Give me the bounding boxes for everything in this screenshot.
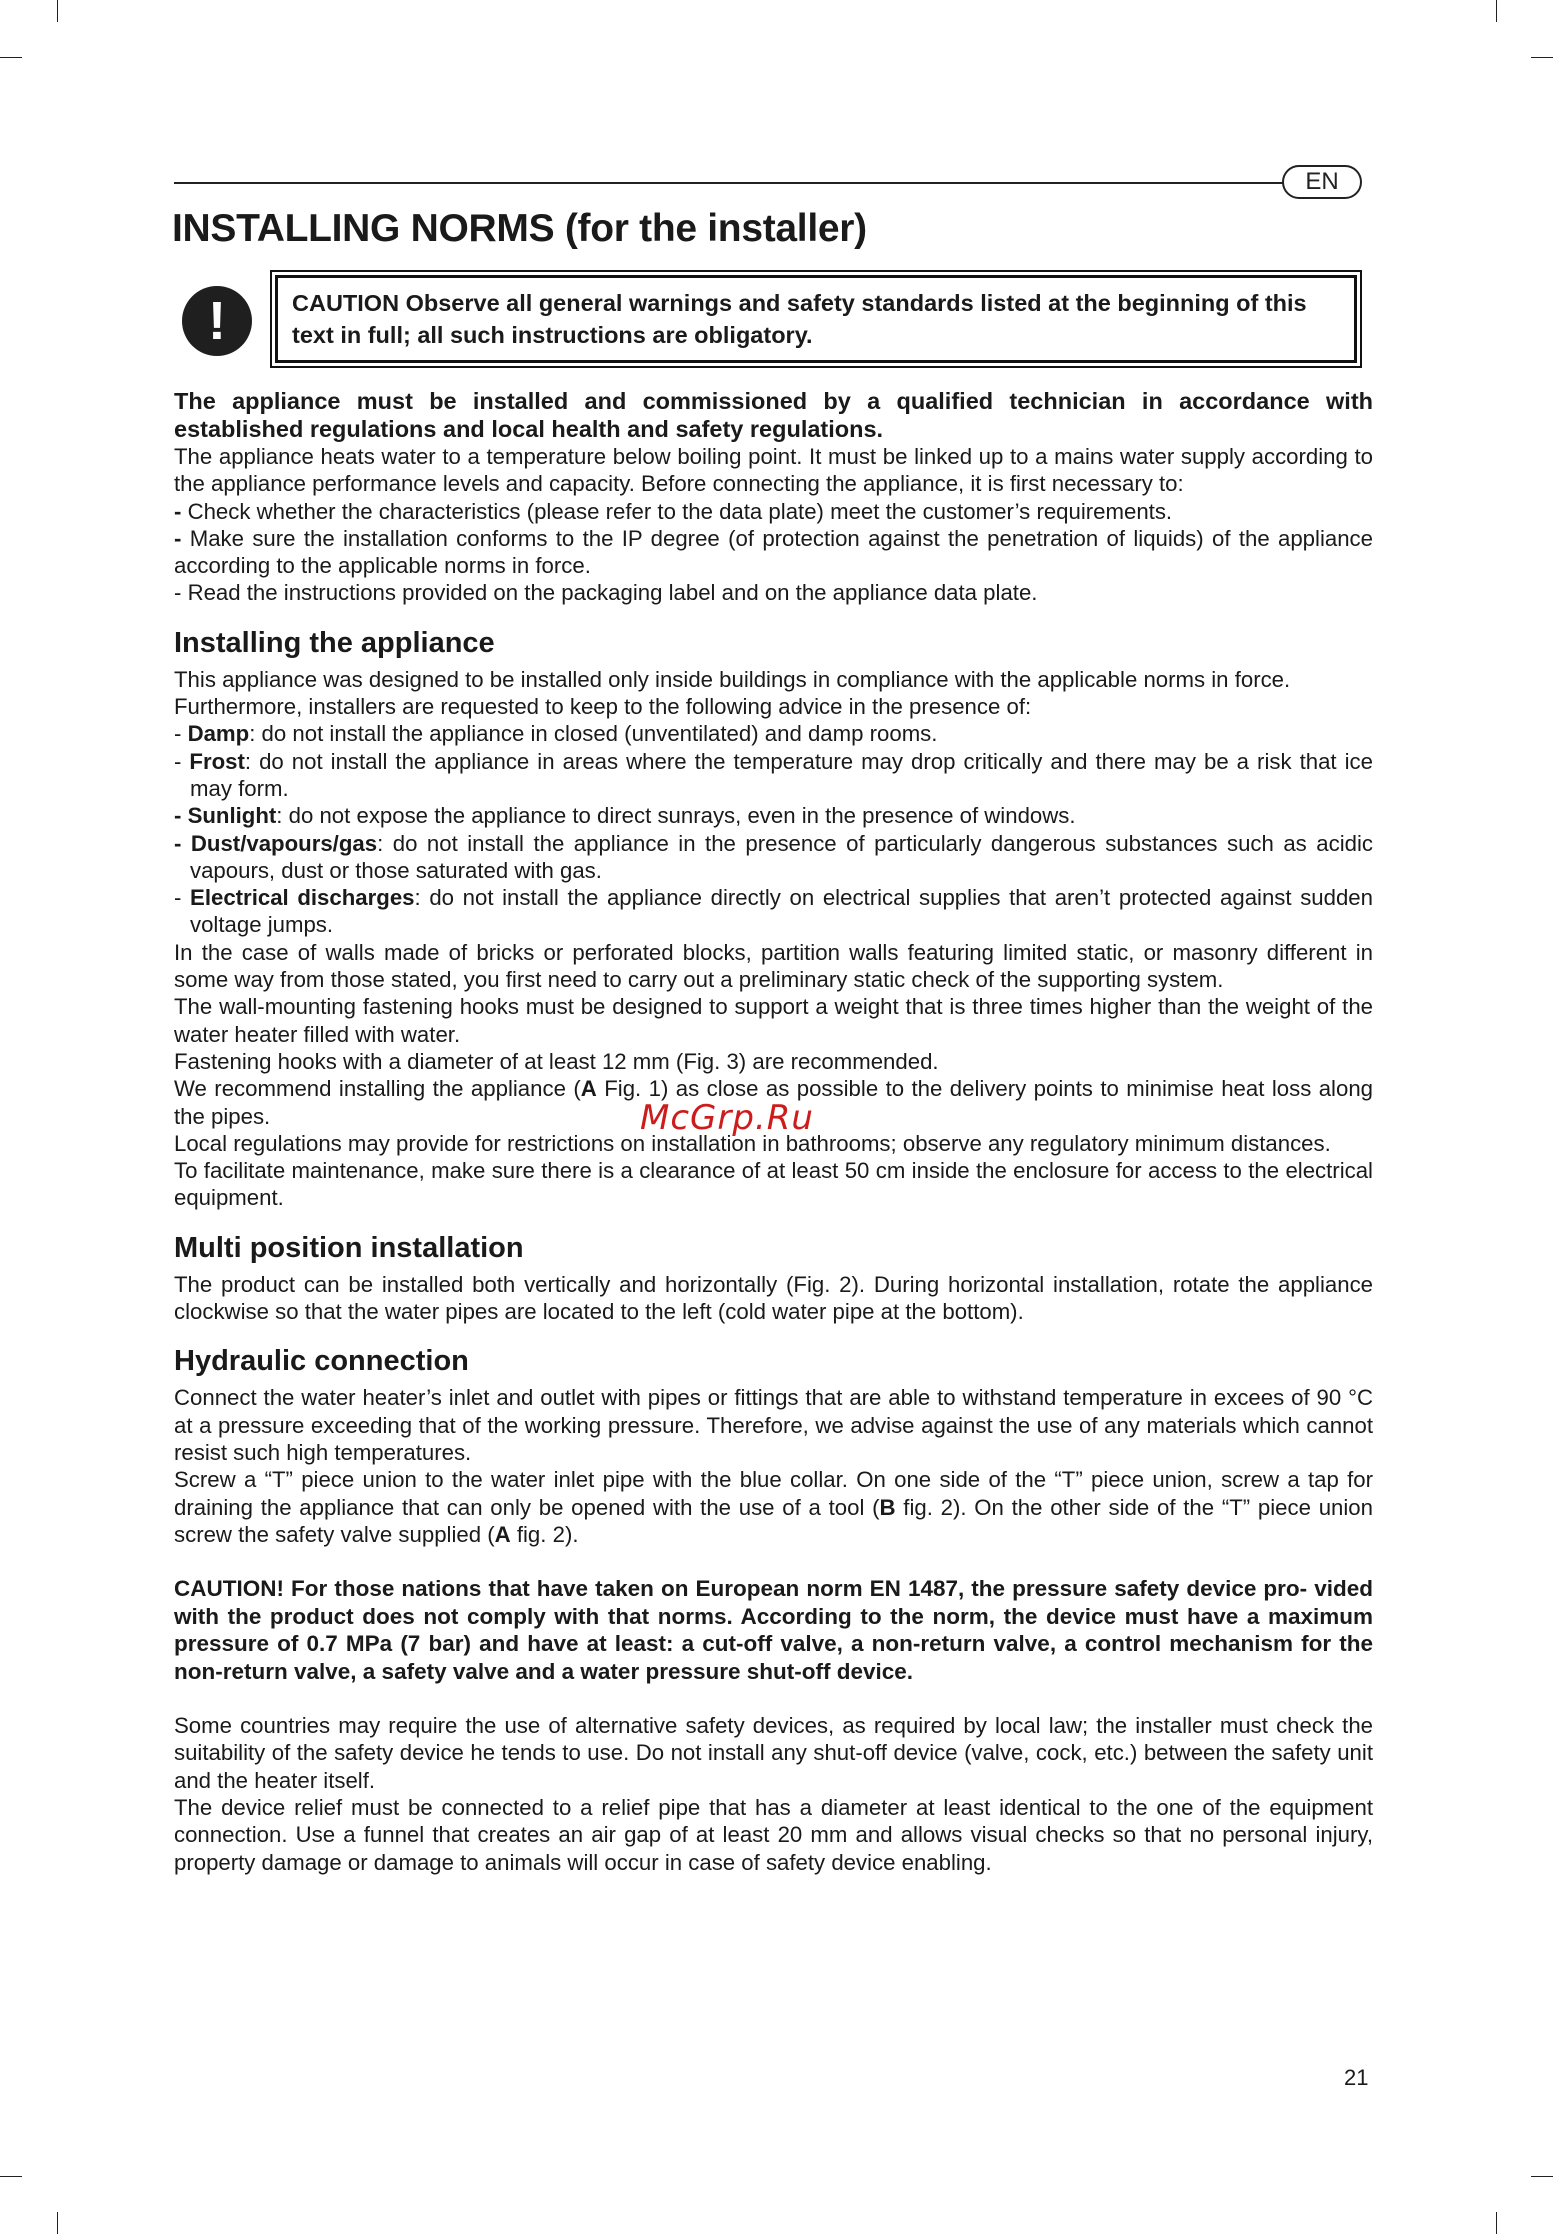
- crop-mark: [1496, 2212, 1497, 2234]
- header-rule: [174, 182, 1284, 184]
- intro-body: The appliance heats water to a temperature below boiling point. It must be linked up to a mains water supply according to the appliance performance levels and capacity. Before connecting the appliance, it is first necessary to:: [174, 444, 1373, 497]
- paragraph: The device relief must be connected to a relief pipe that has a diameter at least identical to the one of the equipment connection. Use a funnel that creates an air gap of at least 20 mm and allows visual checks so that no personal injury, property damage or damage to animals will occur in case of safety device enabling.: [174, 1794, 1373, 1875]
- paragraph: Connect the water heater’s inlet and outlet with pipes or fittings that are able to withstand temperature in excees of 90 °C at a pressure exceeding that of the working pressure. Therefore, we advise against the use of any materials which cannot resist such high temperatures.: [174, 1385, 1373, 1465]
- condition-item: - Electrical discharges: do not install the appliance directly on electrical supplies that aren’t protected against sudden voltage jumps.: [174, 885, 1373, 938]
- section-heading-installing: Installing the appliance: [174, 626, 495, 659]
- paragraph: Furthermore, installers are requested to keep to the following advice in the presence of:: [174, 694, 1032, 720]
- condition-item: - Dust/vapours/gas: do not install the appliance in the presence of particularly dangerous substances such as acidic vapours, dust or those saturated with gas.: [174, 830, 1373, 883]
- caution-paragraph: CAUTION! For those nations that have taken on European norm EN 1487, the pressure safety device pro- vided with the product does not comply with that norms. According to the norm, the device must have a maximum pressure of 0.7 MPa (7 bar) and have at least: a cut-off valve, a non-return valve, a control mechanism for the non-return valve, a safety valve and a water pressure shut-off device.: [174, 1576, 1373, 1684]
- page-title: INSTALLING NORMS (for the installer): [172, 207, 867, 250]
- section-heading-hydraulic: Hydraulic connection: [174, 1345, 469, 1378]
- paragraph: The wall-mounting fastening hooks must be designed to support a weight that is three times higher than the weight of the water heater filled with water.: [174, 994, 1373, 1047]
- intro-item: - Read the instructions provided on the packaging label and on the appliance data plate.: [174, 580, 1038, 606]
- section-heading-multi: Multi position installation: [174, 1231, 524, 1264]
- crop-mark: [57, 0, 58, 22]
- crop-mark: [1496, 0, 1497, 22]
- crop-mark: [0, 57, 22, 58]
- paragraph: Screw a “T” piece union to the water inlet pipe with the blue collar. On one side of the “T” piece union, screw a tap for draining the appliance that can only be opened with the use of a tool (B fig. 2). On the other side of the “T” piece union screw the safety valve supplied (A fig. 2).: [174, 1467, 1373, 1547]
- condition-item: - Sunlight: do not expose the appliance to direct sunrays, even in the presence of windows.: [174, 803, 1076, 829]
- paragraph: We recommend installing the appliance (A Fig. 1) as close as possible to the delivery points to minimise heat loss along the pipes.: [174, 1076, 1374, 1129]
- paragraph: Fastening hooks with a diameter of at least 12 mm (Fig. 3) are recommended.: [174, 1048, 939, 1074]
- intro-item: - Check whether the characteristics (please refer to the data plate) meet the customer’s requirements.: [174, 498, 1173, 524]
- crop-mark: [0, 2176, 22, 2177]
- watermark: McGrp.Ru: [640, 1098, 814, 1138]
- page-number: 21: [1344, 2065, 1369, 2090]
- intro-item: - Make sure the installation conforms to the IP degree (of protection against the penetration of liquids) of the appliance according to the applicable norms in force.: [174, 525, 1373, 579]
- exclamation-icon: !: [182, 286, 252, 356]
- crop-mark: [1531, 57, 1553, 58]
- condition-item: - Damp: do not install the appliance in closed (unventilated) and damp rooms.: [174, 721, 938, 747]
- caution-box: [270, 270, 1362, 368]
- crop-mark: [57, 2212, 58, 2234]
- crop-mark: [1531, 2176, 1553, 2177]
- paragraph: In the case of walls made of bricks or perforated blocks, partition walls featuring limited static, or masonry different in some way from those stated, you first need to carry out a preliminary static check of the supporting system.: [174, 939, 1373, 993]
- intro-lead: The appliance must be installed and commissioned by a qualified technician in accordance with established regulations and local health and safety regulations.: [174, 388, 1373, 442]
- paragraph: To facilitate maintenance, make sure there is a clearance of at least 50 cm inside the enclosure for access to the electrical equipment.: [174, 1158, 1373, 1211]
- language-badge: EN: [1282, 165, 1362, 199]
- condition-item: - Frost: do not install the appliance in areas where the temperature may drop critically and there may be a risk that ice may form.: [174, 748, 1373, 801]
- paragraph: Local regulations may provide for restrictions on installation in bathrooms; observe any regulatory minimum distances.: [174, 1130, 1331, 1156]
- paragraph: The product can be installed both vertically and horizontally (Fig. 2). During horizontal installation, rotate the appliance clockwise so that the water pipes are located to the left (cold water pipe at the bottom).: [174, 1271, 1373, 1325]
- caution-text: CAUTION Observe all general warnings and safety standards listed at the beginning of this text in full; all such instructions are obligatory.: [275, 275, 1357, 363]
- paragraph: Some countries may require the use of alternative safety devices, as required by local law; the installer must check the suitability of the safety device he tends to use. Do not install any shut-off device (valve, cock, etc.) between the safety unit and the heater itself.: [174, 1713, 1373, 1793]
- paragraph: This appliance was designed to be installed only inside buildings in compliance with the applicable norms in force.: [174, 666, 1291, 692]
